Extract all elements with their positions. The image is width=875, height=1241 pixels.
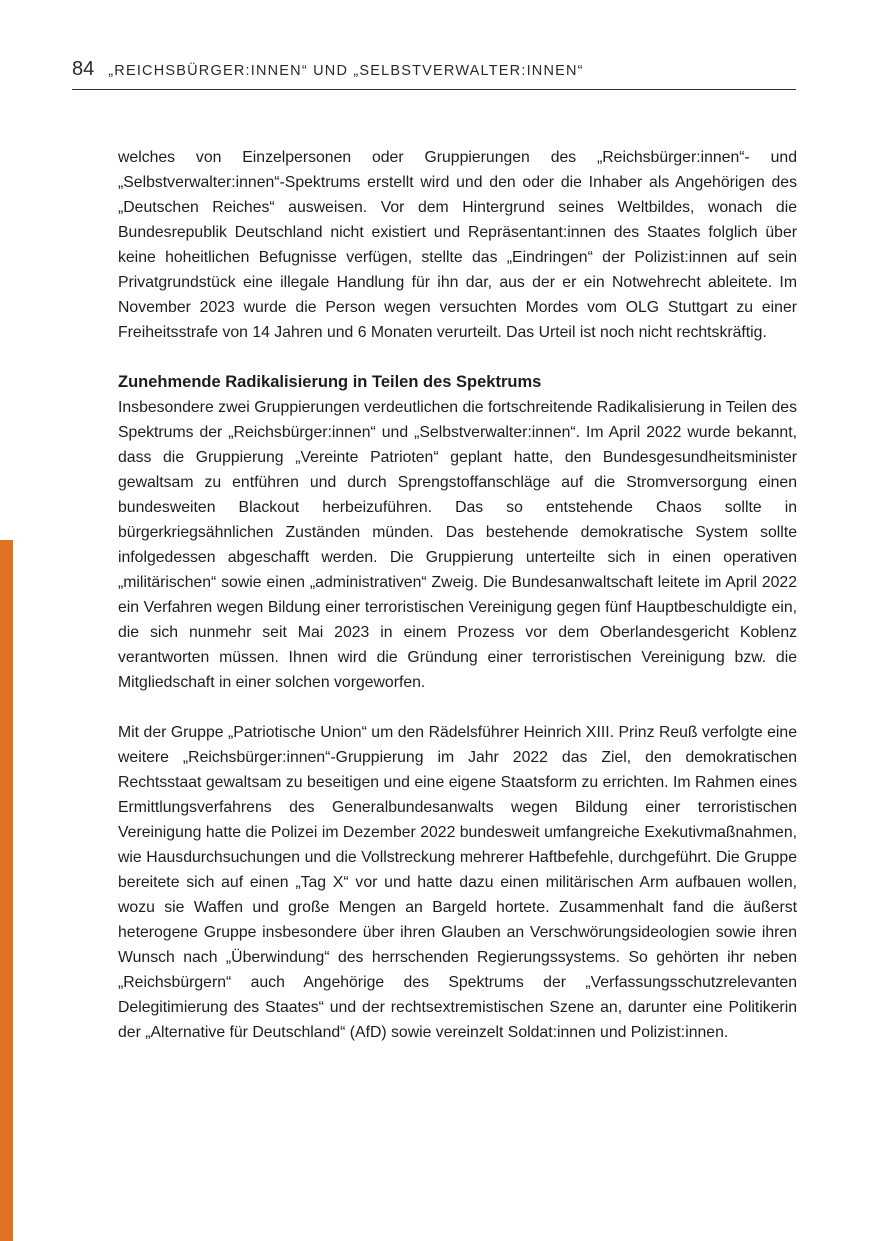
paragraph-gap	[118, 345, 797, 370]
running-title: „REICHSBÜRGER:INNEN“ UND „SELBSTVERWALTER:INNEN“	[108, 63, 584, 79]
main-text	[118, 145, 797, 1045]
paragraph-radicalisation: Insbesondere zwei Gruppierungen verdeutlichen die fortschreitende Radikalisierung in Teilen des Spektrums der „Reichsbürger:innen“ und „Selbstverwalter:innen“. Im April 2022 wurde bekannt, dass die Gruppierung „Vereinte Patrioten“ geplant hatte, den Bundesgesundheitsminister gewaltsam zu entführen und durch Sprengstoffanschläge auf die Stromversorgung einen bundesweiten Blackout herbeizuführen. Das so entstehende Chaos sollte in bürgerkriegsähnlichen Zuständen münden. Das bestehende demokratische System sollte infolgedessen abgeschafft werden. Die Gruppierung unterteilte sich in einen operativen „militärischen“ sowie einen „administrativen“ Zweig. Die Bundesanwaltschaft leitete im April 2022 ein Verfahren wegen Bildung einer terroristischen Vereinigung gegen fünf Hauptbeschuldigte ein, die sich nunmehr seit Mai 2023 in einem Prozess vor dem Oberlandesgericht Koblenz verantworten müssen. Ihnen wird die Gründung einer terroristischen Vereinigung bzw. die Mitgliedschaft in einer solchen vorgeworfen.	[118, 399, 797, 691]
paragraph-patriotic-union: Mit der Gruppe „Patriotische Union“ um den Rädelsführer Heinrich XIII. Prinz Reuß verfolgte eine weitere „Reichsbürger:innen“-Gruppierung im Jahr 2022 das Ziel, den demokratischen Rechtsstaat gewaltsam zu beseitigen und eine eigene Staatsform zu errichten. Im Rahmen eines Ermittlungsverfahrens des Generalbundesanwalts wegen Bildung einer terroristischen Vereinigung hatte die Polizei im Dezember 2022 bundesweit umfangreiche Exekutivmaßnahmen, wie Hausdurchsuchungen und die Vollstreckung mehrerer Haftbefehle, durchgeführt. Die Gruppe bereitete sich auf einen „Tag X“ vor und hatte dazu einen militärischen Arm aufbauen wollen, wozu sie Waffen und große Mengen an Bargeld hortete. Zusammenhalt fand die äußerst heterogene Gruppe insbesondere über ihren Glauben an Verschwörungsideologien sowie ihren Wunsch nach „Überwindung“ des herrschenden Regierungssystems. So gehörten ihr neben „Reichsbürgern“ auch Angehörige des Spektrums der „Verfassungsschutzrelevanten Delegitimierung des Staates“ und der rechtsextremistischen Szene an, darunter eine Politikerin der „Alternative für Deutschland“ (AfD) sowie vereinzelt Soldat:innen und Polizist:innen.	[118, 724, 797, 1041]
page-number: 84	[72, 58, 95, 80]
header-rule	[72, 89, 796, 90]
running-header	[72, 58, 796, 81]
intro-paragraph: welches von Einzelpersonen oder Gruppierungen des „Reichsbürger:innen“- und „Selbstverwalter:innen“-Spektrums erstellt wird und den oder die Inhaber als Angehörigen des „Deutschen Reiches“ ausweisen. Vor dem Hintergrund seines Weltbildes, wonach die Bundesrepublik Deutschland nicht existiert und Repräsentant:innen des Staates folglich über keine hoheitlichen Befugnisse verfügen, stellte das „Eindringen“ der Polizist:innen auf sein Privatgrundstück eine illegale Handlung für ihn dar, aus der er ein Notwehrecht ableitete. Im November 2023 wurde die Person wegen versuchten Mordes vom OLG Stuttgart zu einer Freiheitsstrafe von 14 Jahren und 6 Monaten verurteilt. Das Urteil ist noch nicht rechtskräftig.	[118, 149, 797, 341]
chapter-accent-bar	[0, 540, 13, 1241]
paragraph-gap	[118, 695, 797, 720]
section-heading: Zunehmende Radikalisierung in Teilen des Spektrums	[118, 373, 542, 391]
